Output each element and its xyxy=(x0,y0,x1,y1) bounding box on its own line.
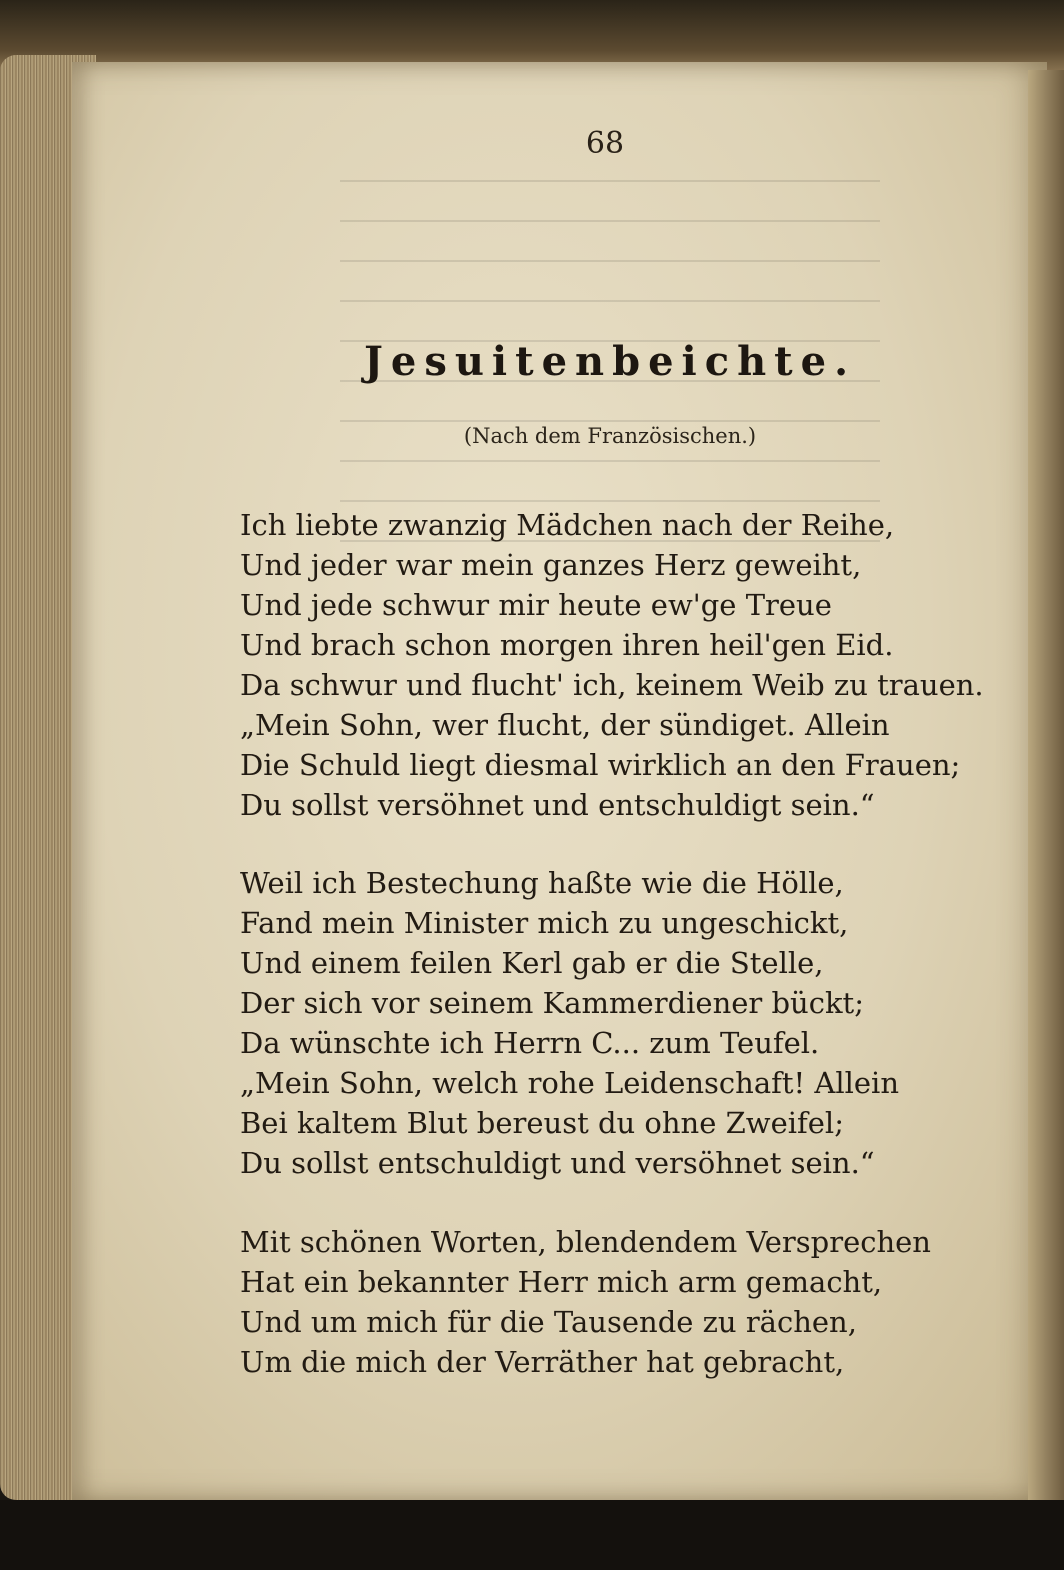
page-number: 68 xyxy=(585,126,625,161)
stanza-2 xyxy=(240,863,940,1183)
poem-line: Und einem feilen Kerl gab er die Stelle, xyxy=(240,946,824,980)
poem-line: Und jeder war mein ganzes Herz geweiht, xyxy=(240,548,862,582)
poem-line: Du sollst versöhnet und entschuldigt sein.“ xyxy=(240,788,875,822)
poem-line: Um die mich der Verräther hat gebracht, xyxy=(240,1345,845,1379)
poem-line: Die Schuld liegt diesmal wirklich an den Frauen; xyxy=(240,748,961,782)
book-gutter xyxy=(1028,70,1064,1500)
poem-line: Fand mein Minister mich zu ungeschickt, xyxy=(240,906,849,940)
poem-line: „Mein Sohn, welch rohe Leidenschaft! Allein xyxy=(240,1066,899,1100)
poem-line: Und brach schon morgen ihren heil'gen Eid. xyxy=(240,628,894,662)
poem-line: Da wünschte ich Herrn C... zum Teufel. xyxy=(240,1026,820,1060)
poem-line: Und um mich für die Tausende zu rächen, xyxy=(240,1305,857,1339)
poem-line: Ich liebte zwanzig Mädchen nach der Reihe, xyxy=(240,508,895,542)
poem-line: Bei kaltem Blut bereust du ohne Zweifel; xyxy=(240,1106,844,1140)
poem-line: Du sollst entschuldigt und versöhnet sein.“ xyxy=(240,1146,875,1180)
stanza-3 xyxy=(240,1222,940,1382)
poem-subtitle: (Nach dem Französischen.) xyxy=(463,424,757,448)
poem-line: „Mein Sohn, wer flucht, der sündiget. Allein xyxy=(240,708,890,742)
poem-line: Hat ein bekannter Herr mich arm gemacht, xyxy=(240,1265,883,1299)
poem-line: Da schwur und flucht' ich, keinem Weib zu trauen. xyxy=(240,668,984,702)
poem-line: Weil ich Bestechung haßte wie die Hölle, xyxy=(240,866,844,900)
poem-line: Und jede schwur mir heute ew'ge Treue xyxy=(240,588,832,622)
poem-title: Jesuitenbeichte. xyxy=(363,338,857,385)
poem-line: Mit schönen Worten, blendendem Versprechen xyxy=(240,1225,931,1259)
stanza-1 xyxy=(240,505,984,825)
poem-line: Der sich vor seinem Kammerdiener bückt; xyxy=(240,986,864,1020)
background-bottom xyxy=(0,1500,1064,1570)
